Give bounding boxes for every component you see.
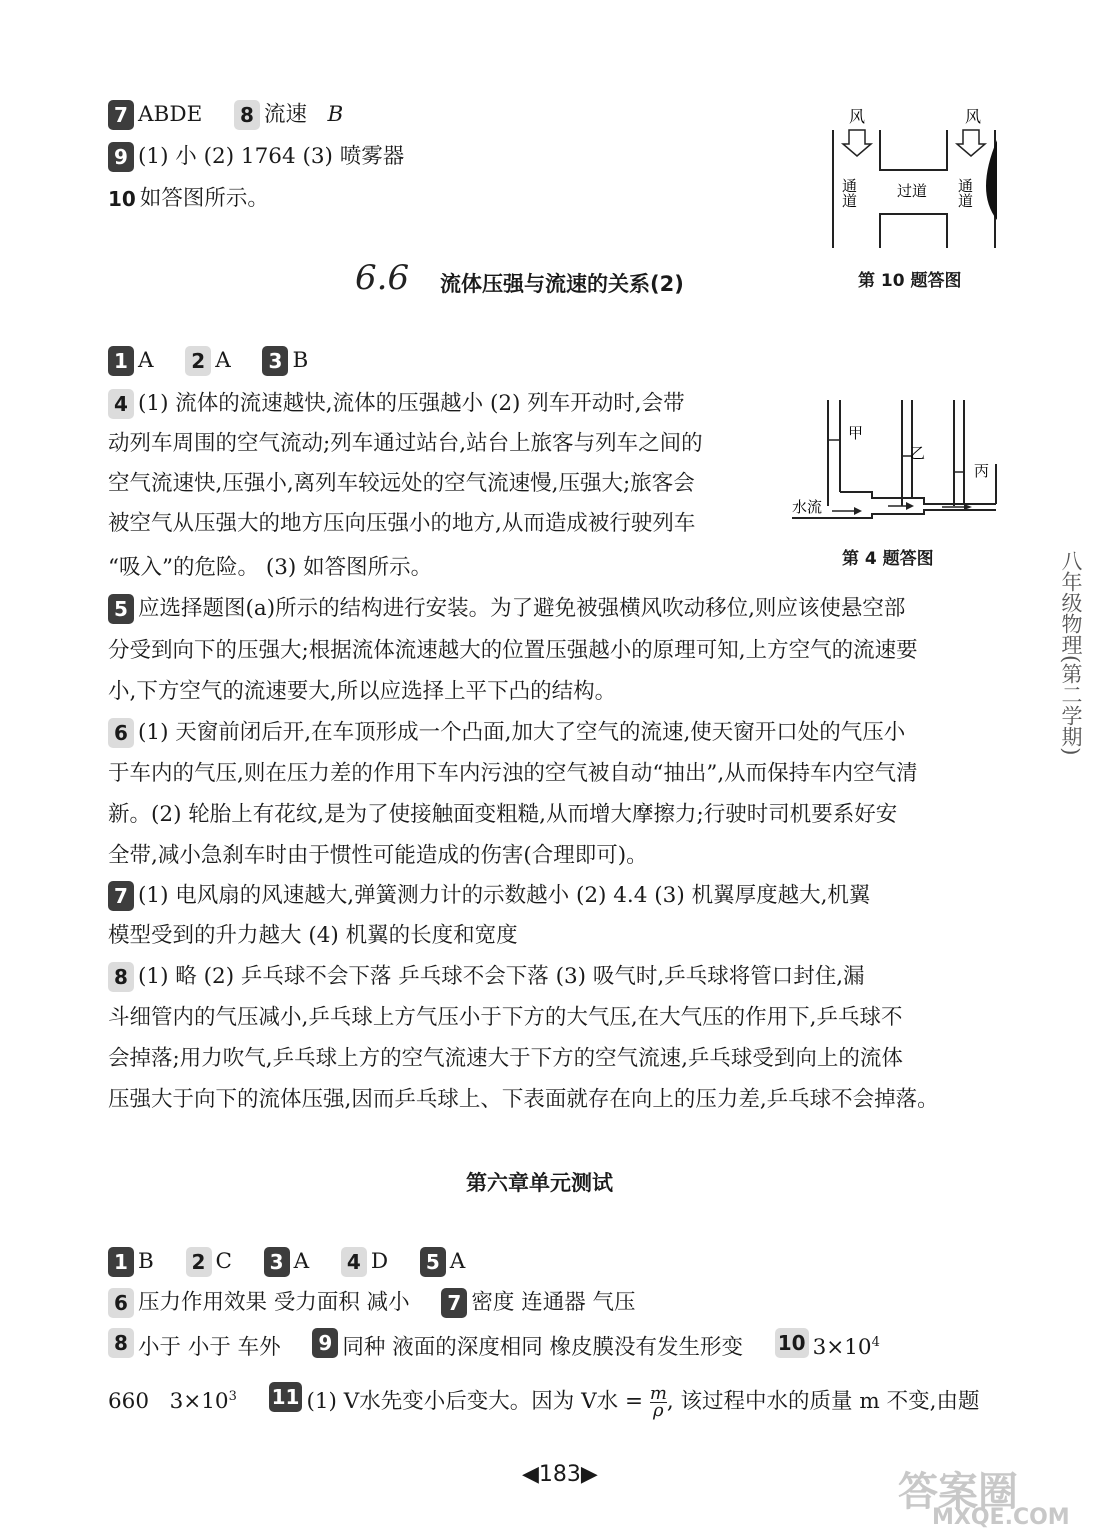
answer-line-9 xyxy=(108,142,404,172)
answer-line: 全带,减小急刹车时由于惯性可能造成的伤害(合理即可)。 xyxy=(108,843,648,868)
answer-text: A xyxy=(215,348,231,373)
question-number: 3 xyxy=(262,346,288,376)
question-number: 4 xyxy=(341,1247,367,1277)
fraction xyxy=(649,1382,667,1421)
question-number: 1 xyxy=(108,1247,134,1277)
answer-text: A xyxy=(293,1249,310,1274)
answer-text: C xyxy=(215,1249,232,1274)
question-number: 8 xyxy=(108,1328,134,1358)
question-number: 11 xyxy=(269,1382,303,1412)
question-number: 8 xyxy=(234,100,260,130)
exponent: 3 xyxy=(228,1389,237,1404)
answer-text: B xyxy=(138,1249,154,1274)
answer-line: 模型受到的升力越大 (4) 机翼的长度和宽度 xyxy=(108,923,518,948)
question-number: 7 xyxy=(108,881,134,911)
question-number: 7 xyxy=(108,100,134,130)
tube-label-c: 丙 xyxy=(974,462,990,480)
figure-4-caption: 第 4 题答图 xyxy=(842,549,934,569)
answer-text: (1) 小 (2) 1764 (3) 喷雾器 xyxy=(138,144,405,169)
answer-text: D xyxy=(370,1249,389,1274)
answer-line: 分受到向下的压强大;根据流体流速越大的位置压强越小的原理可知,上方空气的流速要 xyxy=(108,638,918,663)
corridor-label: 过道 xyxy=(897,182,928,200)
answer-text: (1) V水先变小后变大。因为 V水 = xyxy=(306,1389,643,1415)
answer-text: 如答图所示。 xyxy=(139,186,269,211)
answer-line-4 xyxy=(108,389,685,419)
answer-line-10 xyxy=(108,184,269,214)
answer-text: (1) 电风扇的风速越大,弹簧测力计的示数越小 (2) 4.4 (3) 机翼厚度越大,机翼 xyxy=(138,883,871,908)
question-number: 9 xyxy=(108,142,134,172)
question-number: 3 xyxy=(264,1247,290,1277)
answer-line-6 xyxy=(108,718,905,748)
question-number: 6 xyxy=(108,718,134,748)
side-book-title: 八年级物理(第二学期) xyxy=(1059,550,1083,756)
wind-label-right: 风 xyxy=(965,107,982,126)
answer-line: 小,下方空气的流速要大,所以应选择上平下凸的结构。 xyxy=(108,679,617,704)
answer-text: 小于 小于 车外 xyxy=(138,1335,281,1361)
channel-label-right: 通道 xyxy=(956,178,974,208)
question-number: 6 xyxy=(108,1288,134,1318)
answer-line-8-10 xyxy=(108,1328,880,1363)
answer-text: A xyxy=(449,1249,466,1274)
question-number: 2 xyxy=(186,1247,212,1277)
answer-line: 会掉落;用力吹气,乒乓球上方的空气流速大于下方的空气流速,乒乓球受到向上的流体 xyxy=(108,1046,903,1071)
answer-text: (1) 略 (2) 乒乓球不会下落 乒乓球不会下落 (3) 吸气时,乒乓球将管口封住,漏 xyxy=(138,964,865,989)
question-number: 10 xyxy=(775,1328,809,1358)
answer-text: B xyxy=(292,348,309,373)
answer-line-1-5 xyxy=(108,1247,465,1277)
fraction-denominator: ρ xyxy=(653,1399,664,1421)
question-number: 5 xyxy=(108,594,134,624)
page-number: ◀183▶ xyxy=(522,1462,598,1487)
figure-10-caption: 第 10 题答图 xyxy=(858,271,962,291)
answer-text: (1) 流体的流速越快,流体的压强越小 (2) 列车开动时,会带 xyxy=(138,391,685,416)
answer-line: 动列车周围的空气流动;列车通过站台,站台上旅客与列车之间的 xyxy=(108,431,703,456)
answer-text: 密度 连通器 气压 xyxy=(471,1290,636,1315)
wind-label-left: 风 xyxy=(849,107,866,126)
answer-line-7 xyxy=(108,881,870,911)
answer-text: ABDE xyxy=(138,102,203,127)
question-number: 5 xyxy=(420,1247,446,1277)
question-number: 1 xyxy=(108,346,134,376)
question-number: 9 xyxy=(312,1328,338,1358)
question-number: 7 xyxy=(441,1288,467,1318)
channel-label-left: 通道 xyxy=(840,178,858,208)
answer-text: B xyxy=(327,102,344,127)
answer-line: 空气流速快,压强小,离列车较远处的空气流速慢,压强大;旅客会 xyxy=(108,471,695,496)
fraction-numerator: m xyxy=(649,1382,667,1404)
answer-text: 3×10 xyxy=(812,1335,872,1361)
watermark-logo: 答案圈 xyxy=(898,1469,1018,1515)
answer-line-7-8 xyxy=(108,100,343,130)
answer-line: 被空气从压强大的地方压向压强小的地方,从而造成被行驶列车 xyxy=(108,511,696,536)
answer-line-10-11 xyxy=(108,1382,979,1419)
question-number: 10 xyxy=(108,187,136,211)
answer-line-6-7 xyxy=(108,1288,636,1318)
answer-line-8 xyxy=(108,962,865,992)
answer-line: 于车内的气压,则在压力差的作用下车内污浊的空气被自动“抽出”,从而保持车内空气清 xyxy=(108,761,918,786)
figure-10-diagram xyxy=(825,100,1005,252)
tube-label-b: 乙 xyxy=(910,444,926,462)
answer-line: 压强大于向下的流体压强,因而乒乓球上、下表面就存在向上的压力差,乒乓球不会掉落。 xyxy=(108,1087,939,1112)
answer-text: 压力作用效果 受力面积 减小 xyxy=(138,1290,410,1315)
section-number: 6.6 xyxy=(355,258,410,298)
question-number: 8 xyxy=(108,962,134,992)
figure-4-diagram xyxy=(792,394,1002,524)
answer-line: 斗细管内的气压减小,乒乓球上方气压小于下方的大气压,在大气压的作用下,乒乓球不 xyxy=(108,1005,903,1030)
answer-text: 660 xyxy=(108,1389,150,1415)
answer-line: “吸入”的危险。 (3) 如答图所示。 xyxy=(108,555,433,580)
tube-label-a: 甲 xyxy=(848,424,864,442)
water-flow-label: 水流 xyxy=(792,498,823,516)
answer-text: (1) 天窗前闭后开,在车顶形成一个凸面,加大了空气的流速,使天窗开口处的气压小 xyxy=(138,720,906,745)
section-title: 流体压强与流速的关系(2) xyxy=(440,272,684,296)
question-number: 4 xyxy=(108,389,134,419)
exponent: 4 xyxy=(871,1335,880,1350)
chapter-title: 第六章单元测试 xyxy=(466,1171,613,1195)
answer-line-5 xyxy=(108,594,905,624)
question-number: 2 xyxy=(185,346,211,376)
answer-line-1-3 xyxy=(108,346,308,376)
answer-text: 3×10 xyxy=(169,1389,229,1415)
answer-text: , 该过程中水的质量 m 不变,由题 xyxy=(666,1389,980,1415)
answer-line: 新。(2) 轮胎上有花纹,是为了使接触面变粗糙,从而增大摩擦力;行驶时司机要系好安 xyxy=(108,802,898,827)
answer-text: 流速 xyxy=(263,102,307,127)
answer-text: 同种 液面的深度相同 橡皮膜没有发生形变 xyxy=(342,1335,744,1361)
watermark-url: MXQE.COM xyxy=(932,1505,1070,1530)
answer-text: A xyxy=(138,348,154,373)
answer-text: 应选择题图(a)所示的结构进行安装。为了避免被强横风吹动移位,则应该使悬空部 xyxy=(138,596,906,621)
